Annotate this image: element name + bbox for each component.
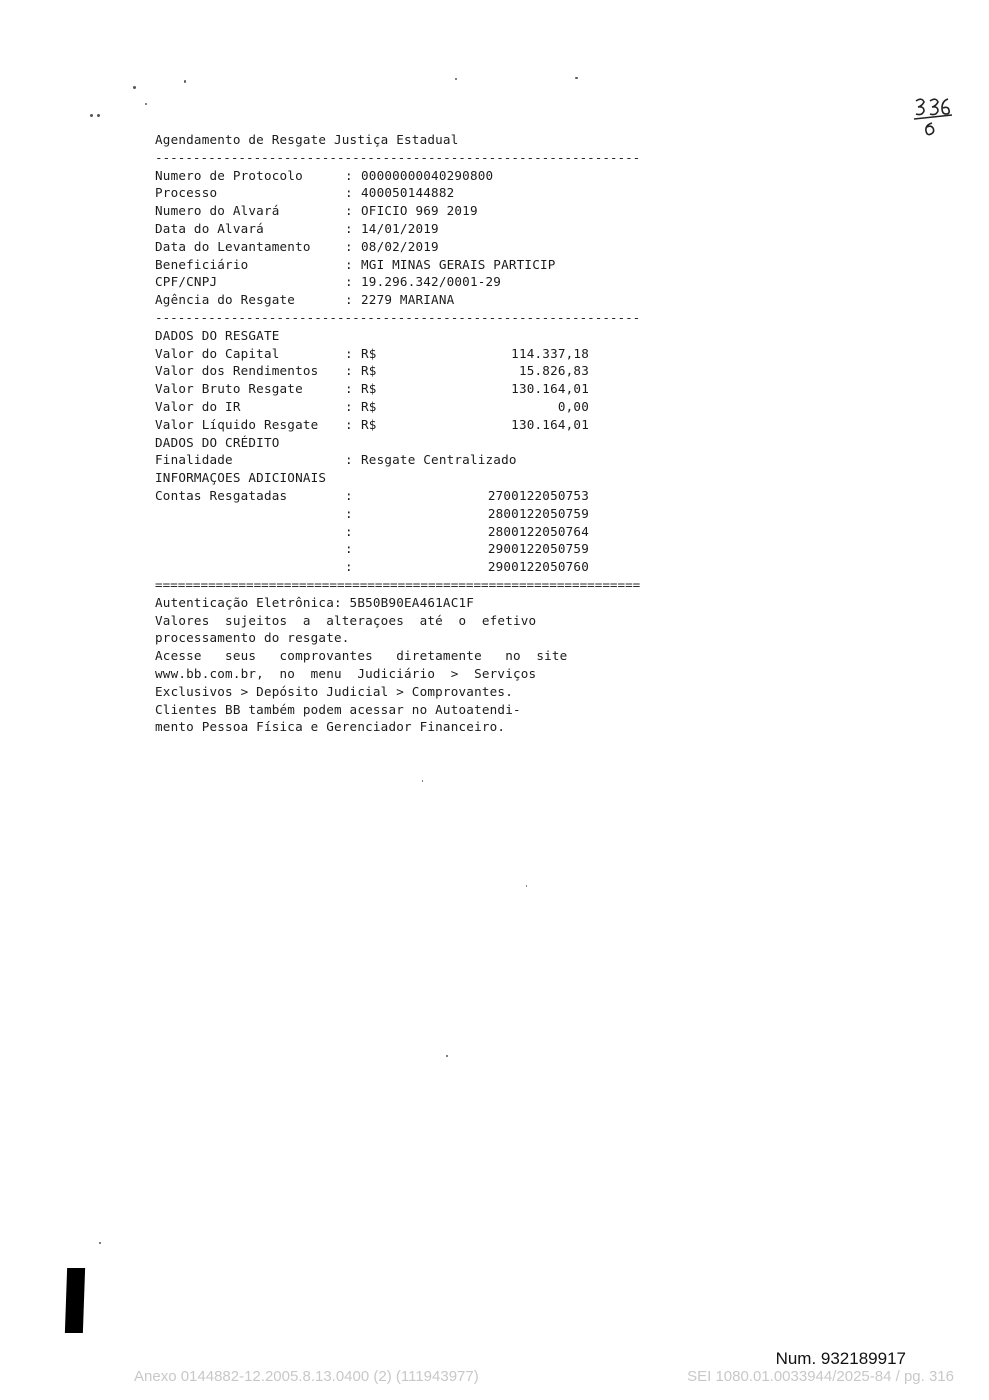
footer-annex: Anexo 0144882-12.2005.8.13.0400 (2) (111943977) (134, 1368, 479, 1385)
conta-row (155, 505, 589, 523)
notice-line: Clientes BB também podem acessar no Autoatendi- (155, 701, 521, 717)
scan-speck (422, 780, 423, 782)
currency: R$ (361, 345, 377, 361)
conta-row (155, 523, 589, 541)
value-colon: : (345, 381, 353, 397)
finalidade-label: Finalidade (155, 452, 233, 468)
field-value: 00000000040290800 (361, 167, 494, 183)
notice-line: Acesse seus comprovantes diretamente no site (155, 648, 568, 664)
value-amount: 130.164,01 (511, 416, 589, 432)
scan-margin-bar (65, 1268, 85, 1333)
field-value: OFICIO 969 2019 (361, 203, 478, 219)
receipt (155, 131, 641, 736)
value-amount: 0,00 (557, 398, 589, 414)
conta-colon: : (345, 505, 353, 521)
footer-sei: SEI 1080.01.0033944/2025-84 / pg. 316 (687, 1368, 954, 1385)
value-row (155, 362, 589, 380)
value-amount: 114.337,18 (511, 345, 589, 361)
scan-speck (526, 885, 527, 887)
field-value: MGI MINAS GERAIS PARTICIP (361, 256, 556, 272)
field-label: Agência do Resgate (155, 292, 296, 308)
field-row (155, 273, 589, 291)
field-label: Data do Alvará (155, 220, 264, 236)
scan-speck (99, 1242, 101, 1244)
value-row (155, 345, 589, 363)
conta-colon: : (345, 523, 353, 539)
field-value: 14/01/2019 (361, 220, 439, 236)
finalidade-colon: : (345, 452, 353, 468)
section-heading-credito: DADOS DO CRÉDITO (155, 434, 280, 450)
conta-number: 2800122050759 (487, 505, 589, 521)
value-amount: 130.164,01 (511, 381, 589, 397)
value-colon: : (345, 345, 353, 361)
scan-speck (446, 1055, 448, 1057)
scan-speck (575, 77, 578, 79)
autenticacao: Autenticação Eletrônica: 5B50B90EA461AC1F (155, 594, 475, 610)
contas-label: Contas Resgatadas (155, 487, 288, 503)
field-colon: : (345, 203, 353, 219)
field-value: 19.296.342/0001-29 (361, 274, 502, 290)
field-colon: : (345, 256, 353, 272)
currency: R$ (361, 416, 377, 432)
conta-colon: : (345, 487, 353, 503)
field-row (155, 167, 589, 185)
conta-number: 2800122050764 (487, 523, 589, 539)
fields-block (155, 167, 589, 309)
conta-number: 2900122050759 (487, 541, 589, 557)
field-value: 400050144882 (361, 185, 455, 201)
field-label: Numero do Alvará (155, 203, 280, 219)
field-value: 2279 MARIANA (361, 292, 455, 308)
value-colon: : (345, 398, 353, 414)
scan-speck (133, 86, 136, 89)
conta-row (155, 558, 589, 576)
value-label: Valor dos Rendimentos (155, 363, 319, 379)
field-label: CPF/CNPJ (155, 274, 218, 290)
field-row (155, 238, 589, 256)
footer (134, 1368, 954, 1385)
notice-line: www.bb.com.br, no menu Judiciário > Serviços (155, 665, 537, 681)
value-row (155, 398, 589, 416)
scan-speck (97, 114, 100, 117)
conta-row (155, 487, 589, 505)
finalidade-value: Resgate Centralizado (361, 452, 517, 468)
field-colon: : (345, 292, 353, 308)
scan-speck (455, 78, 457, 80)
value-colon: : (345, 363, 353, 379)
currency: R$ (361, 381, 377, 397)
value-label: Valor Bruto Resgate (155, 381, 303, 397)
notice-line: mento Pessoa Física e Gerenciador Financeiro. (155, 719, 506, 735)
value-label: Valor Líquido Resgate (155, 416, 319, 432)
field-row (155, 256, 589, 274)
conta-row (155, 540, 589, 558)
field-label: Beneficiário (155, 256, 249, 272)
handwritten-page-mark (912, 95, 954, 137)
field-label: Numero de Protocolo (155, 167, 303, 183)
notice-paragraph (155, 612, 589, 737)
receipt-title: Agendamento de Resgate Justiça Estadual (155, 132, 459, 147)
scan-speck (145, 103, 147, 105)
value-row (155, 380, 589, 398)
field-label: Data do Levantamento (155, 238, 311, 254)
conta-number: 2900122050760 (487, 559, 589, 575)
separator: ---------------------------------------------------------------- (155, 149, 641, 165)
conta-number: 2700122050753 (487, 487, 589, 503)
separator: ---------------------------------------------------------------- (155, 309, 641, 325)
section-heading-resgate: DADOS DO RESGATE (155, 327, 280, 343)
value-colon: : (345, 416, 353, 432)
field-colon: : (345, 238, 353, 254)
notice-line: processamento do resgate. (155, 630, 350, 646)
document-number: Num. 932189917 (775, 1349, 906, 1368)
field-colon: : (345, 274, 353, 290)
value-amount: 15.826,83 (518, 363, 589, 379)
scan-speck (184, 80, 186, 83)
conta-colon: : (345, 541, 353, 557)
scan-speck (90, 114, 93, 117)
notice-line: Valores sujeitos a alteraçoes até o efetivo (155, 612, 537, 628)
double-separator: ================================================================ (155, 576, 641, 592)
field-row (155, 184, 589, 202)
value-row (155, 416, 589, 434)
value-label: Valor do IR (155, 398, 241, 414)
field-row (155, 291, 589, 309)
section-heading-adicionais: INFORMAÇOES ADICIONAIS (155, 470, 327, 486)
field-colon: : (345, 185, 353, 201)
field-row (155, 220, 589, 238)
value-label: Valor do Capital (155, 345, 280, 361)
currency: R$ (361, 363, 377, 379)
field-row (155, 202, 589, 220)
field-colon: : (345, 167, 353, 183)
finalidade-row (155, 451, 589, 469)
notice-line: Exclusivos > Depósito Judicial > Comprovantes. (155, 683, 513, 699)
field-colon: : (345, 220, 353, 236)
conta-colon: : (345, 559, 353, 575)
currency: R$ (361, 398, 377, 414)
field-value: 08/02/2019 (361, 238, 439, 254)
field-label: Processo (155, 185, 218, 201)
